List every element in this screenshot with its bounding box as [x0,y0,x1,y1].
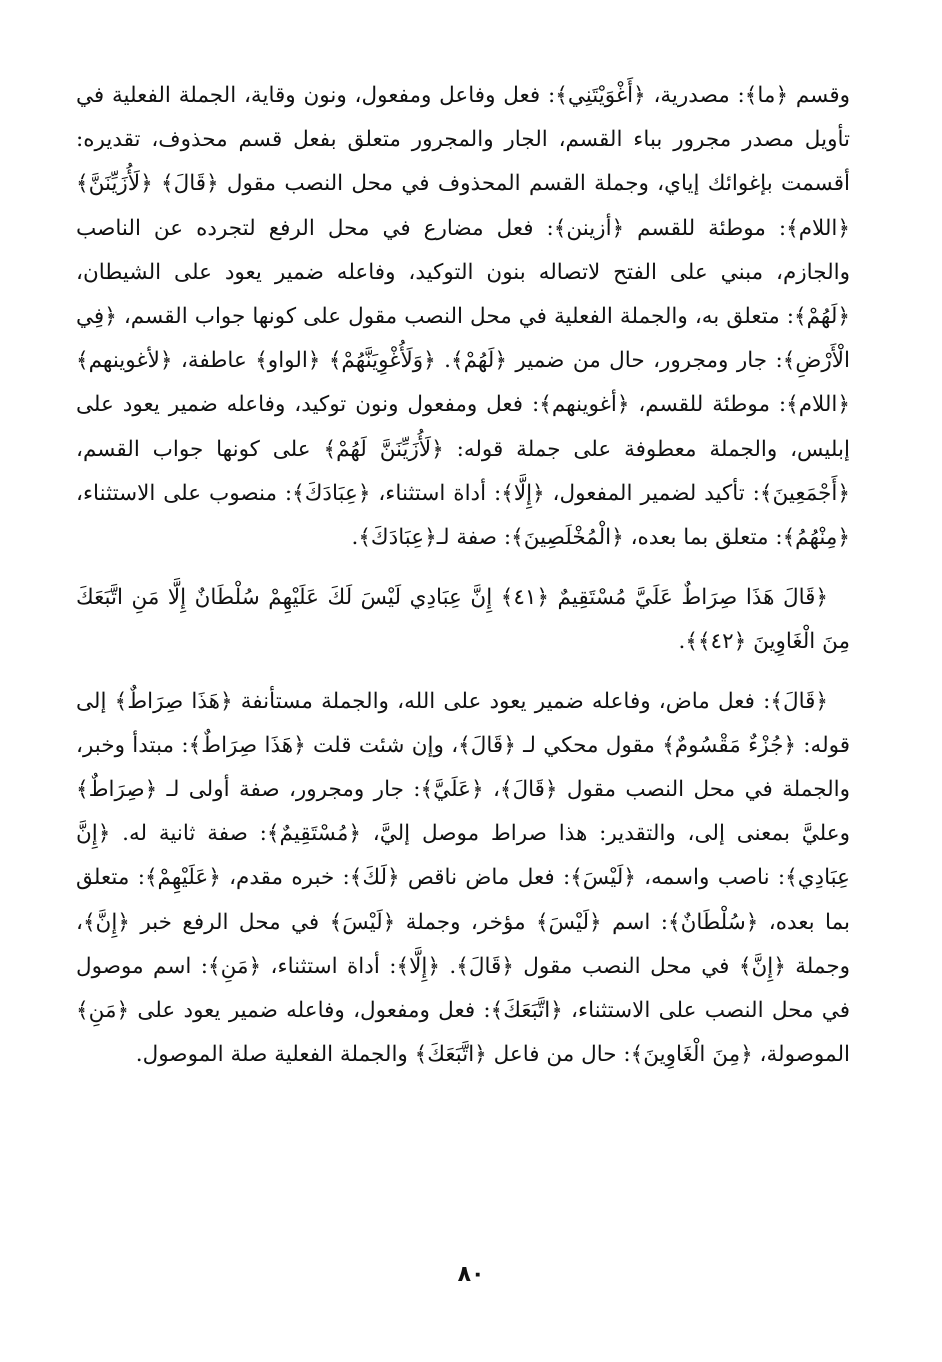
page-number: ٨٠ [457,1262,485,1287]
grammar-paragraph-1: وقسم ﴿ما﴾: مصدرية، ﴿أَغْوَيْتَنِي﴾: فعل وفاعل ومفعول، ونون وقاية، الجملة الفعلية في تأويل مصدر مجرور بباء القسم، الجار والمجرور متعلق بفعل قسم محذوف، تقديره: أقسمت بإغوائك إياي، وجملة القسم المحذوف في محل النصب مقول ﴿قَالَ﴾ ﴿لَأُزَيِّنَنَّ﴾ ﴿اللام﴾: موطئة للقسم ﴿أزينن﴾: فعل مضارع في محل الرفع لتجرده عن الناصب والجازم، مبني على الفتح لاتصاله بنون التوكيد، وفاعله ضمير يعود على الشيطان، ﴿لَهُمْ﴾: متعلق به، والجملة الفعلية في محل النصب مقول على كونها جواب القسم، ﴿فِي الْأَرْضِ﴾: جار ومجرور، حال من ضمير ﴿لَهُمْ﴾. ﴿وَلَأُغْوِيَنَّهُمْ﴾ ﴿الواو﴾ عاطفة، ﴿لأغوينهم﴾ ﴿اللام﴾: موطئة للقسم، ﴿أغوينهم﴾: فعل ومفعول ونون توكيد، وفاعله ضمير يعود على إبليس، والجملة معطوفة على جملة قوله: ﴿لَأُزَيِّنَنَّ لَهُمْ﴾ على كونها جواب القسم، ﴿أَجْمَعِينَ﴾: تأكيد لضمير المفعول، ﴿إِلَّا﴾: أداة استثناء، ﴿عِبَادَكَ﴾: منصوب على الاستثناء، ﴿مِنْهُمُ﴾: متعلق بما بعده، ﴿الْمُخْلَصِينَ﴾: صفة لـ﴿عِبَادَكَ﴾. [76,83,850,551]
page-body [76,74,850,1077]
quran-verse-block: ﴿قَالَ هَذَا صِرَاطٌ عَلَيَّ مُسْتَقِيمٌ ﴿٤١﴾ إِنَّ عِبَادِي لَيْسَ لَكَ عَلَيْهِمْ سُلْطَانٌ إِلَّا مَنِ اتَّبَعَكَ مِنَ الْغَاوِينَ ﴿٤٢﴾﴾. [76,585,850,655]
grammar-paragraph-2: ﴿قَالَ﴾: فعل ماض، وفاعله ضمير يعود على الله، والجملة مستأنفة ﴿هَذَا صِرَاطٌ﴾ إلى قوله: ﴿جُزْءٌ مَقْسُومٌ﴾ مقول محكي لـ ﴿قَالَ﴾، وإن شئت قلت ﴿هَذَا صِرَاطٌ﴾: مبتدأ وخبر، والجملة في محل النصب مقول ﴿قَالَ﴾، ﴿عَلَيَّ﴾: جار ومجرور، صفة أولى لـ ﴿صِرَاطٌ﴾ وعليَّ بمعنى إلى، والتقدير: هذا صراط موصل إليَّ، ﴿مُسْتَقِيمٌ﴾: صفة ثانية له. ﴿إِنَّ عِبَادِي﴾: ناصب واسمه، ﴿لَيْسَ﴾: فعل ماض ناقص ﴿لَكَ﴾: خبره مقدم، ﴿عَلَيْهِمْ﴾: متعلق بما بعده، ﴿سُلْطَانٌ﴾: اسم ﴿لَيْسَ﴾ مؤخر، وجملة ﴿لَيْسَ﴾ في محل الرفع خبر ﴿إِنَّ﴾، وجملة ﴿إِنَّ﴾ في محل النصب مقول ﴿قَالَ﴾. ﴿إِلَّا﴾: أداة استثناء، ﴿مَنِ﴾: اسم موصول في محل النصب على الاستثناء، ﴿اتَّبَعَكَ﴾: فعل ومفعول، وفاعله ضمير يعود على ﴿مَنِ﴾ الموصولة، ﴿مِنَ الْغَاوِينَ﴾: حال من فاعل ﴿اتَّبَعَكَ﴾ والجملة الفعلية صلة الموصول. [76,688,850,1068]
